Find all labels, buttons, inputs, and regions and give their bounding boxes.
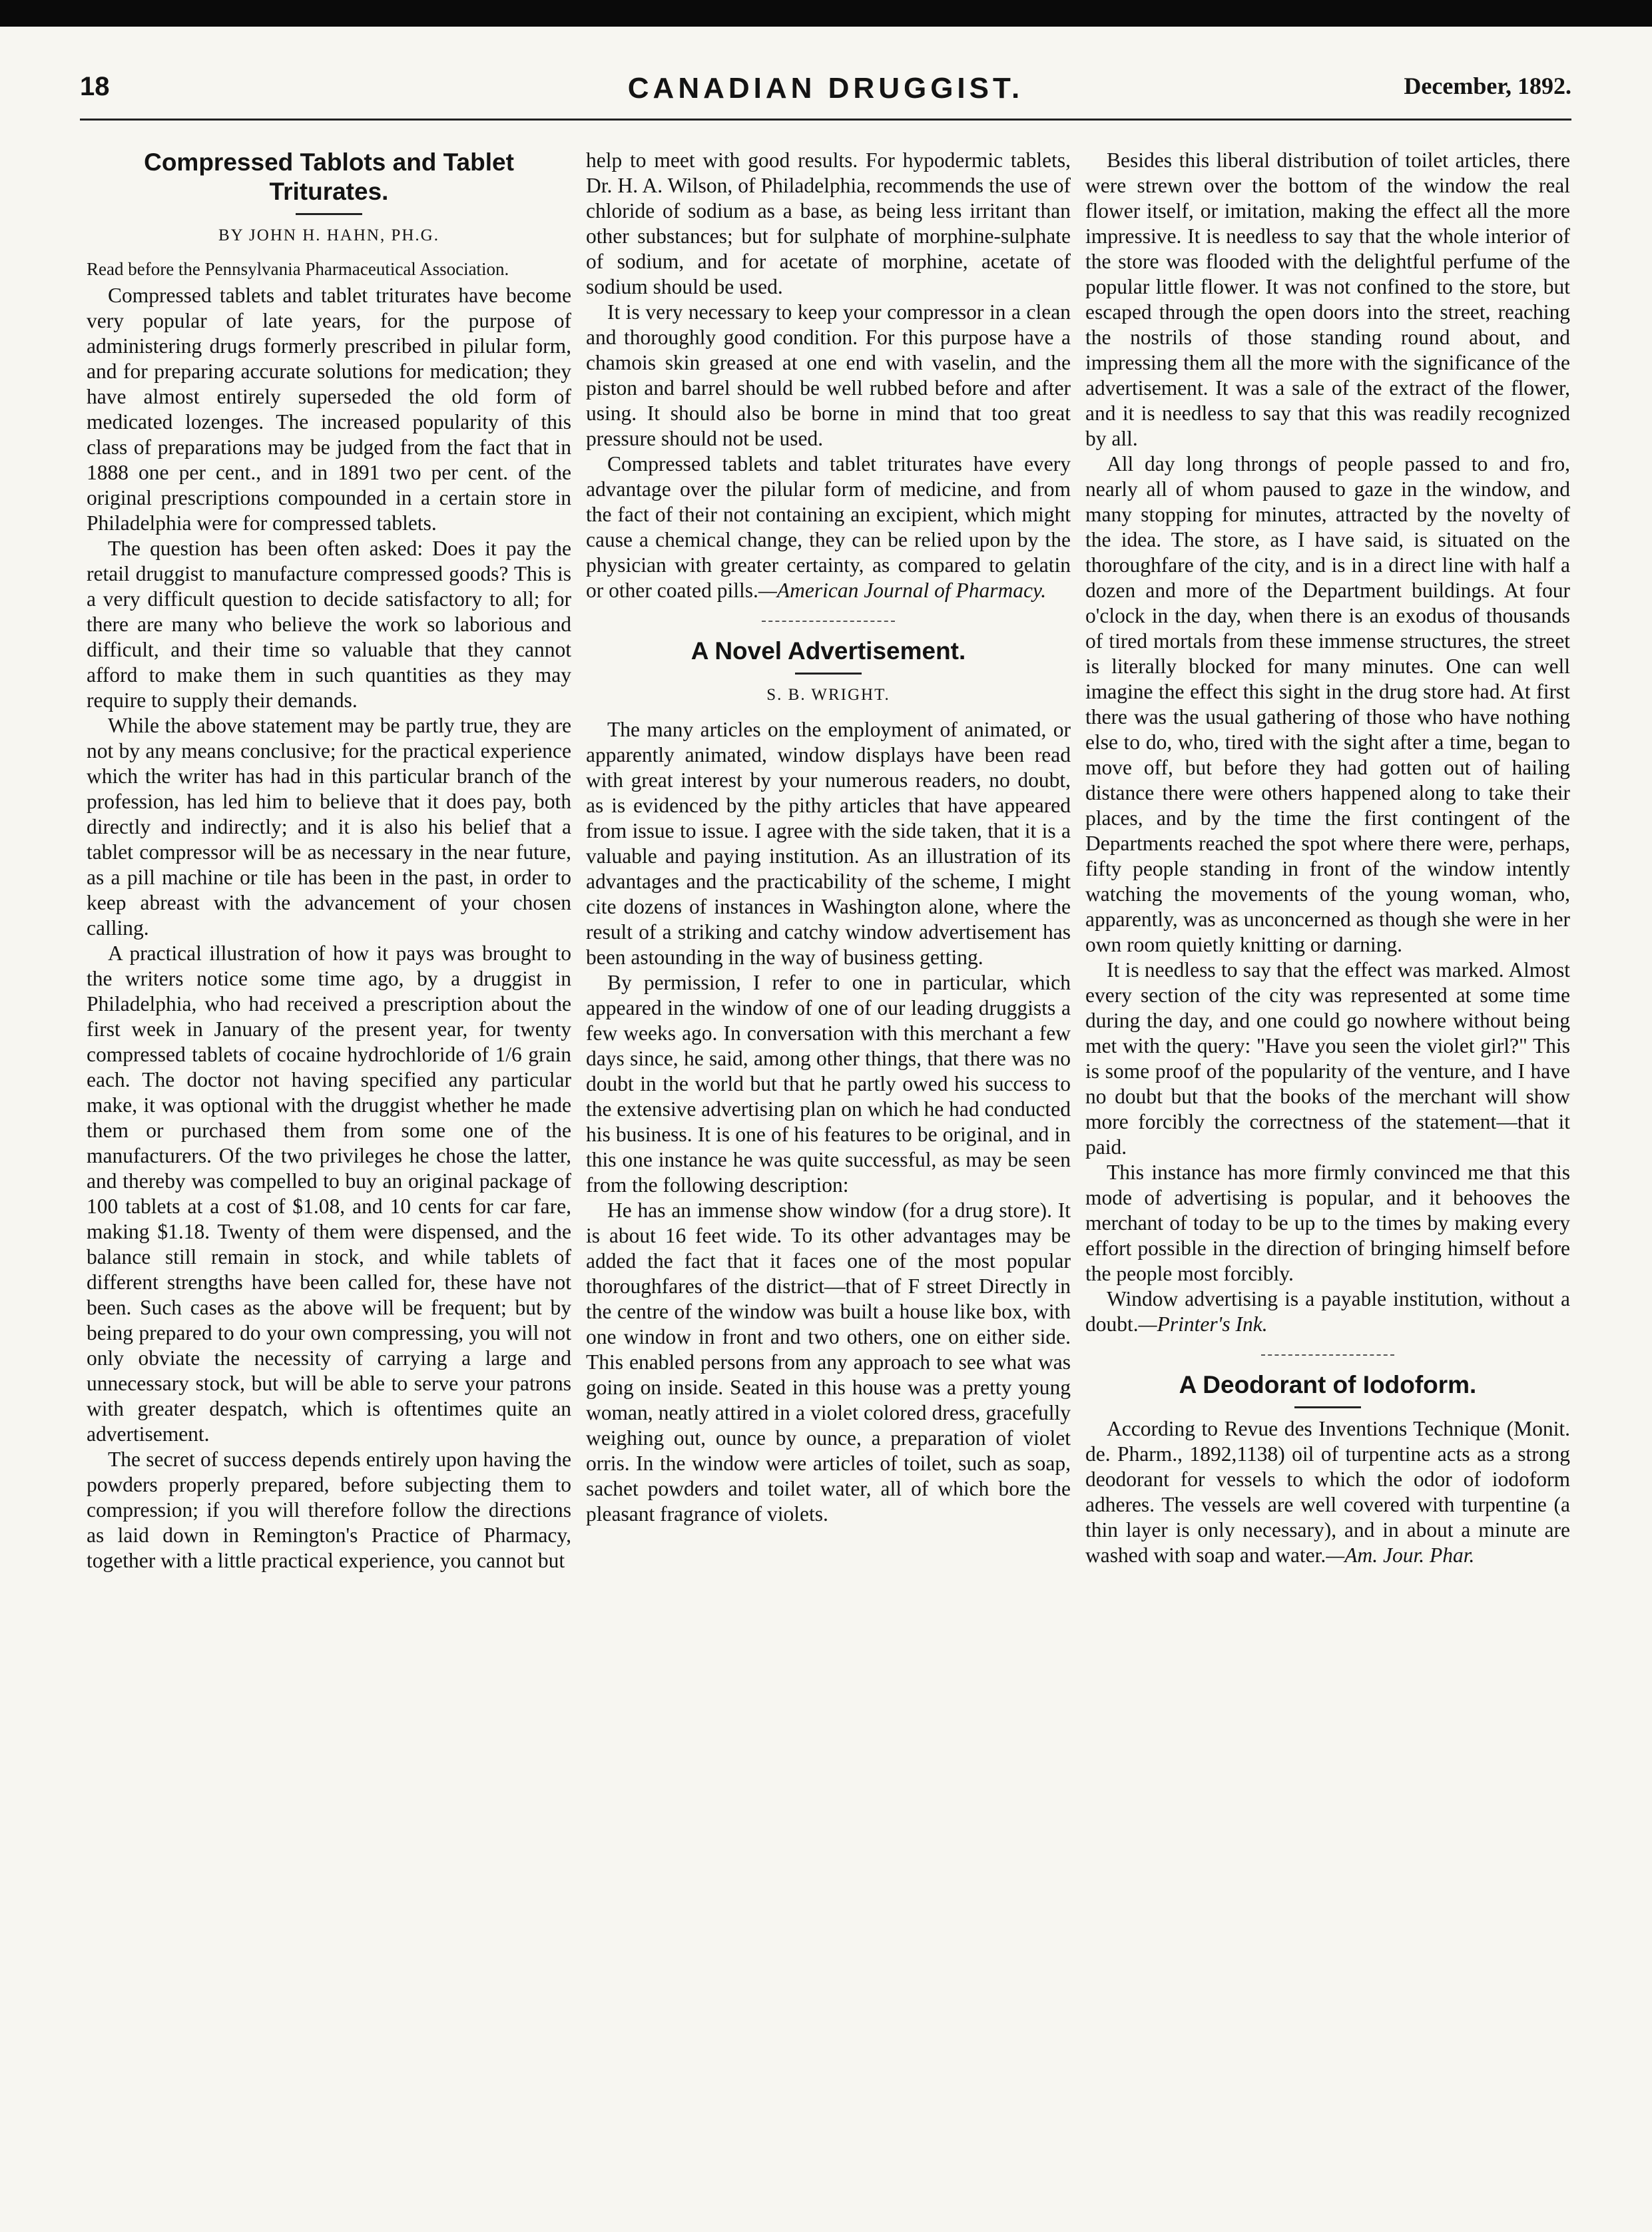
article-divider bbox=[762, 621, 895, 622]
paragraph: He has an immense show window (for a drug store). It is about 16 feet wide. To its other advantages may be added the fact that it faces one of the most popular thoroughfares of the district—that of F street Directly in the centre of the window was built a house like box, with one window in front and two others, one on either side. This enabled persons from any approach to see what was going on inside. Seated in this house was a pretty young woman, neatly attired in a violet colored dress, gracefully weighing out, ounce by ounce, a preparation of violet orris. In the window were articles of toilet, such as soap, sachet powders and toilet water, all of which bore the pleasant fragrance of violets. bbox=[586, 1199, 1071, 1526]
paragraph: The question has been often asked: Does it pay the retail druggist to manufacture compressed goods? This is a very difficult question to decide satisfactory to all; for there are many who believe the work so laborious and difficult, and their time so valuable that they cannot afford to make them in such quantities as they may require to supply their demands. bbox=[87, 537, 571, 712]
title-separator bbox=[296, 213, 362, 215]
header-rule bbox=[80, 119, 1571, 121]
paragraph: This instance has more firmly convinced me that this mode of advertising is popular, and it behooves the merchant of today to be up to the times by making every effort possible in the direction of bringing himself before the people most forcibly. bbox=[1085, 1161, 1570, 1285]
article-title: A Novel Advertisement. bbox=[690, 637, 966, 665]
paragraph-text: According to Revue des Inventions Technique (Monit. de. Pharm., 1892,1138) oil of turpentine acts as a strong deodorant for vessels to which the odor of iodoform adheres. The vessels are well covered with turpentine (a thin layer is only necessary), and in about a minute are washed with soap and water. bbox=[1085, 1417, 1570, 1567]
journal-title: CANADIAN DRUGGIST. bbox=[627, 72, 1024, 105]
scan-top-border bbox=[0, 0, 1652, 27]
article-title: Compressed Tablots and Tablet Triturates. bbox=[144, 148, 514, 205]
paragraph: By permission, I refer to one in particular, which appeared in the window of one of our leading druggists a few weeks ago. In conversation with this merchant a few days since, he said, among other things, that there was no doubt in the world but that he partly owed his success to the extensive advertising plan on which he had conducted his business. It is one of his features to be original, and in this one instance he was quite successful, as may be seen from the following description: bbox=[586, 971, 1071, 1197]
paragraph-continued: Besides this liberal distribution of toilet articles, there were strewn over the bottom of the window the real flower itself, or imitation, making the effect all the more impressive. It is needless to say that the whole interior of the store was flooded with the delightful perfume of the popular little flower. It was not confined to the store, but escaped through the open doors into the street, reaching the nostrils of those standing round about, and impressing them all the more with the significance of the advertisement. It was a sale of the extract of the flower, and it is needless to say that this was readily recognized by all. bbox=[1085, 148, 1570, 450]
column-2 bbox=[586, 148, 1071, 2199]
paragraph bbox=[1085, 1286, 1570, 1337]
paragraph: While the above statement may be partly true, they are not by any means conclusive; for the practical experience which the writer has had in this particular branch of the profession, has led him to believe that it does pay, both directly and indirectly; and it is also his belief that a tablet compressor will be as necessary in the near future, as a pill machine or tile has been in the past, in order to keep abreast with the advancement of your chosen calling. bbox=[87, 714, 571, 940]
paragraph: All day long throngs of people passed to and fro, nearly all of whom paused to gaze in the window, and many stopping for minutes, attracted by the novelty of the idea. The store, as I have said, is situated on the thoroughfare of the city, and is in a direct line with half a dozen and more of the Department buildings. At four o'clock in the day, when there is an exodus of thousands of tired mortals from these immense structures, the street is literally blocked for many minutes. One can well imagine the effect this sight in the drug store had. At first there was the usual gathering of those who have nothing else to do, who, tired with the sight after a time, began to move off, but before they had gotten out of hailing distance there were others happened along to take their places, and by the time the first contingent of the Departments reached the spot where there were, perhaps, fifty people standing in front of the window intently watching the movements of the young woman, who, apparently, was as unconcerned as though she were in her own room quietly knitting or darning. bbox=[1085, 452, 1570, 956]
column-3 bbox=[1085, 148, 1570, 2199]
paragraph-text: Compressed tablets and tablet triturates have every advantage over the pilular form of medicine, and from the fact of their not containing an excipient, which might cause a chemical change, they can be relied upon by the physician with greater certainty, as compared to gelatin or other coated pills. bbox=[586, 452, 1071, 602]
page-number: 18 bbox=[80, 72, 110, 101]
paragraph-text: Window advertising is a payable institution, without a doubt. bbox=[1085, 1287, 1570, 1336]
article-byline: BY JOHN H. HAHN, PH.G. bbox=[218, 226, 439, 244]
paragraph: The secret of success depends entirely upon having the powders properly prepared, before subjecting them to compression; if you will therefore follow the directions as laid down in Remington's Practice of Pharmacy, together with a little practical experience, you cannot but bbox=[87, 1448, 571, 1572]
paragraph-continued: help to meet with good results. For hypodermic tablets, Dr. H. A. Wilson, of Philadelphia, recommends the use of chloride of sodium as a base, as being less irritant than other substances; but for sulphate of morphine-sulphate of sodium, and for acetate of morphine, acetate of sodium should be used. bbox=[586, 148, 1071, 298]
article-note: Read before the Pennsylvania Pharmaceutical Association. bbox=[87, 259, 509, 279]
paragraph: Compressed tablets and tablet triturates have become very popular of late years, for the purpose of administering drugs formerly prescribed in pilular form, and for preparing accurate solutions for medication; they have almost entirely superseded the old form of medicated lozenges. The increased popularity of this class of preparations may be judged from the fact that in 1888 one per cent., and in 1891 two per cent. of the original prescriptions compounded in a certain store in Philadelphia were for compressed tablets. bbox=[87, 284, 571, 535]
column-1 bbox=[87, 148, 571, 2199]
article-source: —Printer's Ink. bbox=[1138, 1312, 1268, 1336]
page-header bbox=[80, 72, 1571, 112]
title-separator bbox=[1294, 1406, 1361, 1408]
paragraph: It is very necessary to keep your compressor in a clean and thoroughly good condition. For this purpose have a chamois skin greased at one end with vaselin, and the piston and barrel should be well rubbed before and after using. It should also be borne in mind that too great pressure should not be used. bbox=[586, 300, 1071, 450]
article-divider bbox=[1261, 1354, 1394, 1356]
paragraph bbox=[586, 451, 1071, 603]
paragraph bbox=[1085, 1416, 1570, 1568]
paragraph: A practical illustration of how it pays was brought to the writers notice some time ago, by a druggist in Philadelphia, who had received a prescription about the first week in January of the present year, for twenty compressed tablets of cocaine hydrochloride of 1/6 grain each. The doctor not having specified any particular make, it was optional with the druggist whether he made them or purchased them from some one of the manufacturers. Of the two privileges he chose the latter, and thereby was compelled to buy an original package of 100 tablets at a cost of $1.08, and 10 cents for car fare, making $1.18. Twenty of them were dispensed, and the balance still remain in stock, and while tablets of different strengths have been called for, these have not been. Such cases as the above will be frequent; but by being prepared to do your own compressing, you will not only obviate the necessity of carrying a large and unnecessary stock, but will be able to serve your patrons with greater despatch, which is oftentimes quite an advertisement. bbox=[87, 942, 571, 1446]
paragraph: It is needless to say that the effect was marked. Almost every section of the city was represented at some time during the day, and one could go nowhere without being met with the query: "Have you seen the violet girl?" This is some proof of the popularity of the venture, and I have no doubt but that the books of the merchant will show more forcibly the correctness of the statement—that it paid. bbox=[1085, 958, 1570, 1159]
issue-date: December, 1892. bbox=[1404, 73, 1571, 99]
article-title: A Deodorant of Iodoform. bbox=[1179, 1371, 1477, 1398]
article-source: —American Journal of Pharmacy. bbox=[758, 579, 1047, 602]
article-byline: S. B. WRIGHT. bbox=[766, 686, 890, 704]
paragraph: The many articles on the employment of animated, or apparently animated, window displays have been read with great interest by your numerous readers, no doubt, as is evidenced by the pithy articles that have appeared from issue to issue. I agree with the side taken, that it is a valuable and paying institution. As an illustration of its advantages and the practicability of the scheme, I might cite dozens of instances in Washington alone, where the result of a striking and catchy window advertisement has been astounding in the way of business getting. bbox=[586, 718, 1071, 969]
article-source: —Am. Jour. Phar. bbox=[1326, 1543, 1475, 1567]
title-separator bbox=[795, 673, 862, 675]
